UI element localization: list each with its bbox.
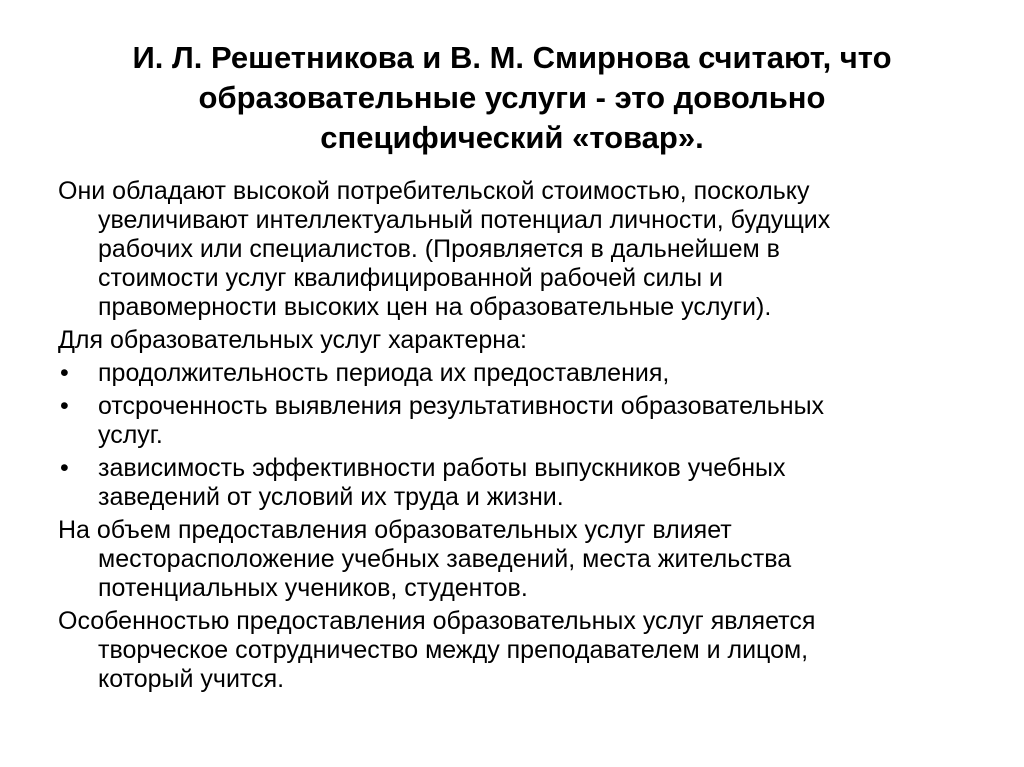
text-line: правомерности высоких цен на образовательные услуги). <box>98 293 772 321</box>
slide-title <box>60 38 964 158</box>
paragraph-volume-factors <box>58 516 958 603</box>
text-line: месторасположение учебных заведений, места жительства <box>98 545 792 573</box>
text-line: услуг. <box>98 421 163 449</box>
bullet-item-deferred-results <box>58 392 958 450</box>
text-line: Особенностью предоставления образовательных услуг является <box>58 607 816 635</box>
text-line: увеличивают интеллектуальный потенциал личности, будущих <box>98 206 831 234</box>
text-line: творческое сотрудничество между преподавателем и лицом, <box>98 636 809 664</box>
text-line: продолжительность периода их предоставления, <box>98 359 670 387</box>
text-line: рабочих или специалистов. (Проявляется в дальнейшем в <box>98 235 780 263</box>
text-line: заведений от условий их труда и жизни. <box>98 483 564 511</box>
bullet-marker: • <box>60 359 69 387</box>
bullet-marker: • <box>60 392 69 420</box>
paragraph-characteristics-intro <box>58 326 958 355</box>
text-line: Для образовательных услуг характерна: <box>58 326 527 354</box>
paragraph-cooperation <box>58 607 958 694</box>
text-line: На объем предоставления образовательных услуг влияет <box>58 516 732 544</box>
slide-body <box>58 177 958 698</box>
title-line: образовательные услуги - это довольно <box>198 80 826 115</box>
title-line: И. Л. Решетникова и В. М. Смирнова считают, что <box>132 40 892 75</box>
text-line: который учится. <box>98 665 285 693</box>
text-line: потенциальных учеников, студентов. <box>98 574 528 602</box>
bullet-marker: • <box>60 454 69 482</box>
text-line: Они обладают высокой потребительской стоимостью, поскольку <box>58 177 810 205</box>
bullet-item-duration <box>58 359 958 388</box>
text-line: зависимость эффективности работы выпускников учебных <box>98 454 786 482</box>
text-line: стоимости услуг квалифицированной рабочей силы и <box>98 264 723 292</box>
text-line: отсроченность выявления результативности образовательных <box>98 392 825 420</box>
paragraph-consumer-value <box>58 177 958 322</box>
title-line: специфический «товар». <box>320 120 704 155</box>
bullet-item-graduate-efficiency <box>58 454 958 512</box>
